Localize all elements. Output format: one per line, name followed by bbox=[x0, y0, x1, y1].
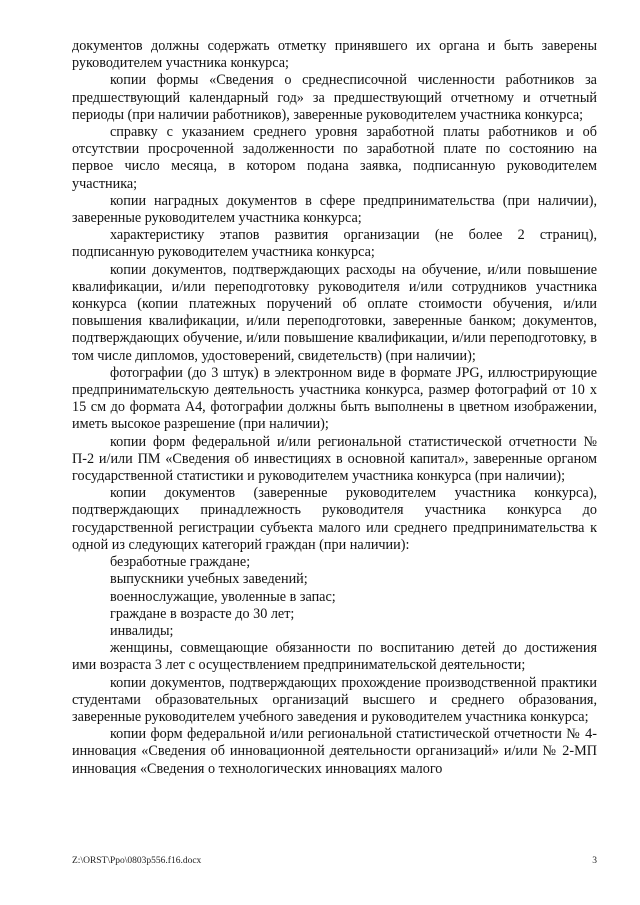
page-footer bbox=[72, 854, 597, 868]
paragraph: документов должны содержать отметку принявшего их органа и быть заверены руководителем участника конкурса; bbox=[72, 38, 597, 72]
paragraph: копии документов (заверенные руководителем участника конкурса), подтверждающих принадлежность руководителя участника конкурса до государственной регистрации субъекта малого или среднего предпринимательства к одной из следующих категорий граждан (при наличии): bbox=[72, 485, 597, 553]
paragraph: копии форм федеральной и/или региональной статистической отчетности № 4-инновация «Сведения об инновационной деятельности организаций» и/или № 2-МП инновация «Сведения о технологических инновациях малого bbox=[72, 726, 597, 777]
paragraph: копии документов, подтверждающих расходы на обучение, и/или повышение квалификации, и/или переподготовку руководителя и/или сотрудников участника конкурса (копии платежных поручений об оплате стоимости обучения, и/или повышения квалификации, и/или переподготовки, заверенные банком; документов, подтверждающих обучение, и/или повышение квалификации, и/или переподготовку, в том числе дипломов, удостоверений, свидетельств) (при наличии); bbox=[72, 261, 597, 364]
paragraph: копии форм федеральной и/или региональной статистической отчетности № П-2 и/или ПМ «Сведения об инвестициях в основной капитал», заверенные органом государственной статистики и руководителем участника конкурса (при наличии); bbox=[72, 433, 597, 485]
list-item: выпускники учебных заведений; bbox=[110, 571, 308, 588]
list-item: женщины, совмещающие обязанности по воспитанию детей до достижения ими возраста 3 лет с осуществлением предпринимательской деятельности; bbox=[72, 640, 597, 674]
document-body bbox=[72, 38, 597, 778]
paragraph: фотографии (до 3 штук) в электронном виде в формате JPG, иллюстрирующие предпринимательскую деятельность участника конкурса, размер фотографий от 10 х 15 см до формата А4, фотографии должны быть выполнены в цветном изображении, иметь высокое разрешение (при наличии); bbox=[72, 364, 597, 433]
paragraph: копии наградных документов в сфере предпринимательства (при наличии), заверенные руководителем участника конкурса; bbox=[72, 192, 597, 227]
page-number: 3 bbox=[592, 856, 597, 866]
paragraph: характеристику этапов развития организации (не более 2 страниц), подписанную руководителем участника конкурса; bbox=[72, 227, 597, 261]
paragraph: справку с указанием среднего уровня заработной платы работников и об отсутствии просроченной задолженности по заработной плате по состоянию на первое число месяца, в котором подана заявка, подписанную руководителем участника; bbox=[72, 124, 597, 192]
list-item: безработные граждане; bbox=[110, 554, 251, 571]
paragraph: копии формы «Сведения о среднесписочной численности работников за предшествующий календарный год» за предшествующий отчетному и отчетный периоды (при наличии работников), заверенные руководителем участника конкурса; bbox=[72, 72, 597, 123]
list-item: военнослужащие, уволенные в запас; bbox=[110, 588, 336, 605]
list-item: граждане в возрасте до 30 лет; bbox=[110, 605, 295, 622]
list-item: инвалиды; bbox=[110, 622, 174, 639]
file-path: Z:\ORST\Ppo\0803p556.f16.docx bbox=[72, 856, 202, 866]
paragraph: копии документов, подтверждающих прохождение производственной практики студентами образовательных организаций высшего и среднего образования, заверенные руководителем учебного заведения и руководителем участника конкурса; bbox=[72, 674, 597, 725]
